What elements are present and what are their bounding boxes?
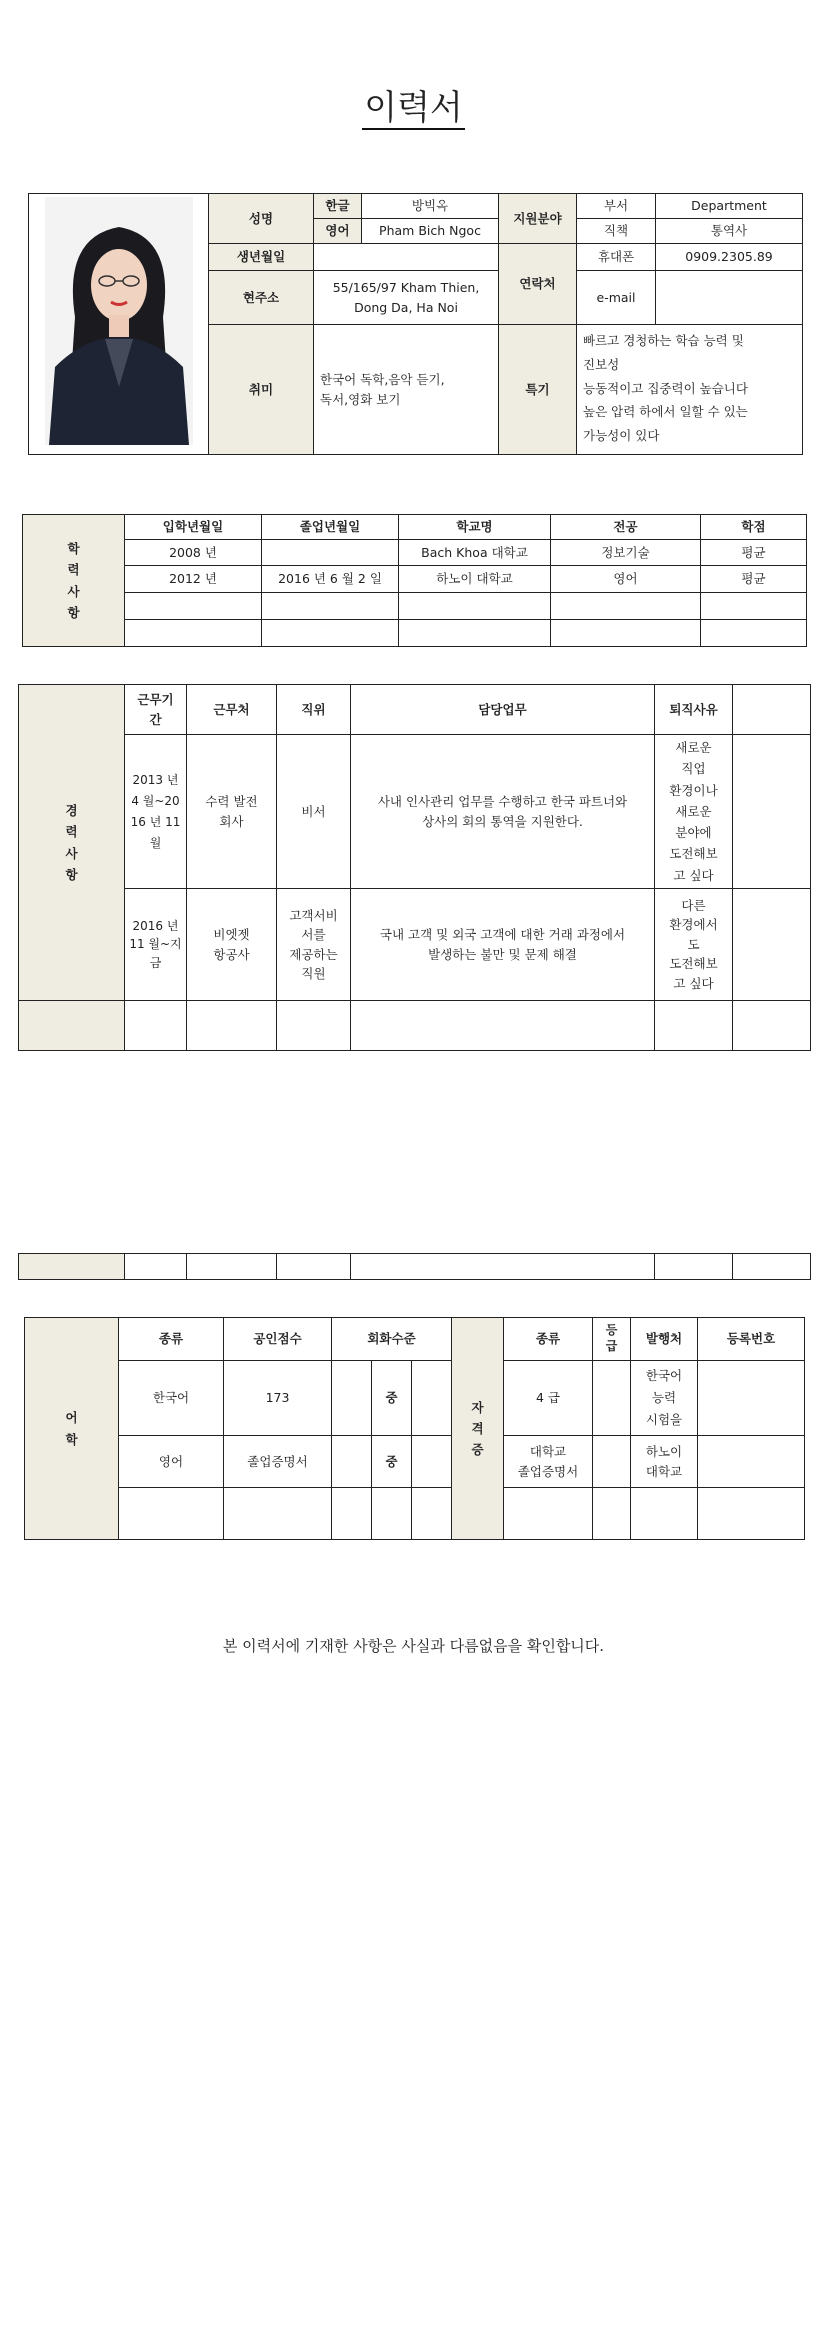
career-period: 2016 년 11 월~지 금 — [125, 889, 187, 1001]
empty-cell — [733, 685, 811, 735]
page-title: 이력서 — [364, 88, 463, 128]
english-name: Pham Bich Ngoc — [362, 219, 499, 244]
hobby-line-1: 한국어 독학,음악 듣기, — [320, 372, 445, 388]
dept-value: Department — [656, 194, 803, 219]
career-position: 비서 — [277, 735, 351, 889]
address-line-1: 55/165/97 Kham Thien, — [332, 280, 480, 296]
table-row: 영어 졸업증명서 중 대학교 졸업증명서 하노이 대학교 — [25, 1436, 805, 1488]
special-line: 능동적이고 집중력이 높습니다 — [583, 380, 748, 396]
special-label: 특기 — [499, 325, 577, 455]
hangul-label: 한글 — [314, 194, 362, 219]
position-label: 직책 — [577, 219, 656, 244]
career-reason: 다른 환경에서 도 도전해보 고 싶다 — [655, 889, 733, 1001]
special-line: 높은 압력 하에서 일할 수 있는 — [583, 404, 748, 420]
table-row: 2008 년 Bach Khoa 대학교 정보기술 평균 — [23, 540, 807, 566]
confirmation-statement: 본 이력서에 기재한 사항은 사실과 다름없음을 확인합니다. — [222, 1637, 605, 1655]
special-line: 가능성이 있다 — [583, 428, 660, 443]
birth-label: 생년월일 — [209, 244, 314, 271]
phone-value: 0909.2305.89 — [656, 244, 803, 271]
lang-header-level: 회화수준 — [332, 1318, 452, 1361]
phone-label: 휴대폰 — [577, 244, 656, 271]
career-side-label: 경 력 사 항 — [19, 685, 125, 1001]
edu-header-entry: 입학년월일 — [125, 515, 262, 540]
edu-header-school: 학교명 — [399, 515, 551, 540]
career-header-period: 근무기 간 — [125, 685, 187, 735]
career-header-position: 직위 — [277, 685, 351, 735]
career-header-company: 근무처 — [187, 685, 277, 735]
career-company: 수력 발전 회사 — [187, 735, 277, 889]
profile-table — [28, 193, 803, 455]
email-value — [656, 271, 803, 325]
lic-header-regno: 등록번호 — [698, 1318, 805, 1361]
special-value — [577, 325, 803, 455]
english-label: 영어 — [314, 219, 362, 244]
table-row — [19, 1001, 811, 1051]
career-company: 비엣젯 항공사 — [187, 889, 277, 1001]
career-extra-row — [18, 1253, 811, 1280]
birth-value — [314, 244, 499, 271]
profile-photo — [45, 197, 193, 445]
address-line-2: Dong Da, Ha Noi — [354, 299, 458, 315]
license-side-label: 자 격 증 — [452, 1318, 504, 1540]
photo-cell — [29, 194, 209, 455]
address-value — [314, 271, 499, 325]
empty-cell — [733, 889, 811, 1001]
career-duty: 국내 고객 및 외국 고객에 대한 거래 과정에서 발생하는 불만 및 문제 해결 — [351, 889, 655, 1001]
license-type: 4 급 — [504, 1361, 593, 1436]
lic-header-issuer: 발행처 — [631, 1318, 698, 1361]
table-row — [19, 889, 811, 1001]
edu-header-major: 전공 — [551, 515, 701, 540]
license-issuer: 한국어 능력 시험을 — [631, 1361, 698, 1436]
lang-header-score: 공인점수 — [224, 1318, 332, 1361]
career-header-reason: 퇴직사유 — [655, 685, 733, 735]
table-row: 한국어 173 중 4 급 한국어 능력 시험을 — [25, 1361, 805, 1436]
hobby-value — [314, 325, 499, 455]
education-table — [22, 514, 807, 647]
name-label: 성명 — [209, 194, 314, 244]
career-header-duty: 담당업무 — [351, 685, 655, 735]
table-row — [23, 593, 807, 620]
language-license-table — [24, 1317, 805, 1540]
lang-header-type: 종류 — [119, 1318, 224, 1361]
hangul-name: 방빅옥 — [362, 194, 499, 219]
career-table — [18, 684, 811, 1051]
special-line: 빠르고 경청하는 학습 능력 및 — [583, 333, 744, 348]
career-period: 2013 년 4 월~20 16 년 11 월 — [125, 735, 187, 889]
field-label: 지원분야 — [499, 194, 577, 244]
license-issuer: 하노이 대학교 — [631, 1436, 698, 1488]
dept-label: 부서 — [577, 194, 656, 219]
career-duty: 사내 인사관리 업무를 수행하고 한국 파트너와 상사의 회의 통역을 지원한다. — [351, 735, 655, 889]
table-row: 2012 년 2016 년 6 월 2 일 하노이 대학교 영어 평균 — [23, 566, 807, 593]
education-side-label: 학 력 사 항 — [23, 515, 125, 647]
special-line: 진보성 — [583, 356, 620, 372]
language-side-label: 어 학 — [25, 1318, 119, 1540]
position-value: 통역사 — [656, 219, 803, 244]
edu-header-gpa: 학점 — [701, 515, 807, 540]
hobby-label: 취미 — [209, 325, 314, 455]
license-type: 대학교 졸업증명서 — [504, 1436, 593, 1488]
empty-cell — [733, 735, 811, 889]
email-label: e-mail — [577, 271, 656, 325]
hobby-line-2: 독서,영화 보기 — [320, 391, 401, 407]
career-reason: 새로운 직업 환경이나 새로운 분야에 도전해보 고 싶다 — [655, 735, 733, 889]
address-label: 현주소 — [209, 271, 314, 325]
table-row — [19, 735, 811, 889]
edu-header-grad: 졸업년월일 — [262, 515, 399, 540]
lic-header-type: 종류 — [504, 1318, 593, 1361]
lic-header-grade: 등 급 — [593, 1318, 631, 1361]
contact-label: 연락처 — [499, 244, 577, 325]
table-row — [23, 620, 807, 647]
career-position: 고객서비 서를 제공하는 직원 — [277, 889, 351, 1001]
table-row — [25, 1488, 805, 1540]
